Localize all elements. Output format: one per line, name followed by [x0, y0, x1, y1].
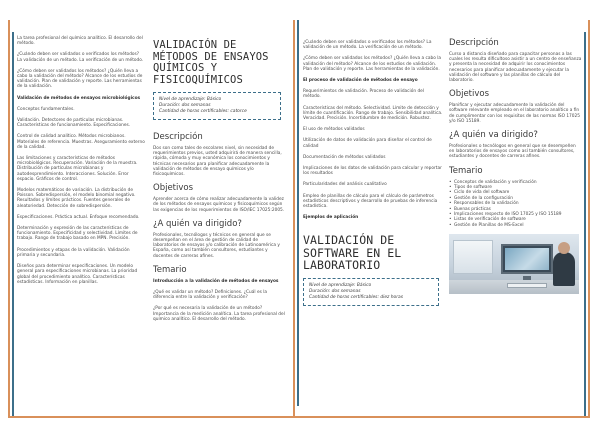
photo-monitor-screen [505, 248, 549, 270]
paragraph: Validación. Detectores de partículas microbianas. Características de funcionamiento. Especificaciones. [17, 118, 131, 129]
syllabus-item: • Tipos de software [449, 185, 582, 190]
description-text: Curso a distancia diseñado para capacitar personas a las cuales les resulta dificultoso asistir a un centro de enseñanza y presenta la necesidad de adquirir los conocimientos necesarios para planificar adecuadamente y ejecutar la validación del software y las planillas de cálculo del laboratorio. [449, 52, 582, 84]
paragraph: ¿Cuándo deben ser validados o verificados los métodos? La validación de un método. La verificación de un método. [303, 40, 432, 51]
syllabus-item: • Buenas prácticas [449, 207, 582, 212]
course-info-box [303, 278, 439, 306]
frame-line-orange-right [588, 20, 590, 418]
column-2 [153, 0, 285, 424]
paragraph: ¿Cómo deben ser validados los métodos? ¿Quién lleva a cabo la validación del método? Alcance de los estudios de validación. Plan de validación y reporte. Las herramientas de la validación. [303, 56, 442, 72]
certifiable-hours: Cantidad de horas certificables: catorce [159, 109, 247, 114]
description-text: Dos son como tales de escolares nivel, sin necesidad de requerimientos previos, usted adquirirá de manera sencilla, rápida, cómoda y muy económica los conocimientos y técnicas necesarios para planificar adecuadamente la validación de métodos de ensayo químicos y/o fisicoquímicos. [153, 146, 282, 178]
paragraph: ¿Cómo deben ser validados los métodos? ¿Quién lleva a cabo la validación del método? Alcance de los estudios de validación. Plan de validación y reporte. Las herramientas de la validación. [17, 68, 143, 90]
syllabus-item: • Implicaciones respecto de ISO 17025 y ISO 15189 [449, 212, 582, 217]
paragraph: Características del método. Selectividad. Límite de detección y límite de cuantificación. Rango de trabajo. Sensibilidad analítica. Veracidad. Precisión. Incertidumbre de medición. Robustez. [303, 105, 443, 122]
learning-level: Nivel de aprendizaje: Básico [159, 97, 222, 102]
paragraph: La tarea profesional del químico analítico. El desarrollo del método. [17, 36, 143, 47]
paragraph: Requerimientos de validación. Proceso de validación del método. [303, 89, 425, 100]
paragraph: Las limitaciones y características de métodos microbiológicos. Recuperación. Variación de la muestra. Distribución de partículas microbianas y autodesprendimiento. Interacciones. Solución. Error espacio. Gráficos de control. [17, 156, 138, 182]
audience-text: Profesionales o tecnólogos en general que se desempeñen en laboratorios de ensayos como así también consultores, estudiantes y docentes de carreras afines. [449, 144, 576, 160]
paragraph: Documentación de métodos validados [303, 154, 386, 160]
course-title-chemical-methods: VALIDACIÓN DE MÉTODOS DE ENSAYOS QUÍMICOS Y FISICOQUÍMICOS [153, 39, 269, 86]
frame-line-blue-left [12, 32, 14, 418]
learning-level: Nivel de aprendizaje: Básico [309, 282, 372, 288]
heading-description: Descripción [449, 38, 499, 48]
paragraph: Procedimientos y etapas de la validación. Validación primaria y secundaria. [17, 247, 130, 258]
laboratory-computer-photo [449, 234, 579, 294]
duration: Duración: dos semanas [159, 103, 211, 108]
heading-objectives: Objetivos [153, 183, 194, 194]
paragraph: Diseños para determinar especificaciones. Un modelo general para especificaciones microbianas. La prioridad global del procedimiento analítico. Características estadísticas. Información en planillas. [17, 264, 138, 285]
syllabus-item: ¿Qué es validar un método? Definiciones. ¿Cuál es la diferencia entre la validación y verificación? [153, 290, 268, 301]
paragraph: El uso de métodos validados [303, 127, 365, 133]
syllabus-item: • Gestión de la configuración [449, 196, 582, 201]
paragraph: Modelos matemáticos de variación. La distribución de Poisson. Sobredispersión, el modelo binomial negativo. Resultados y límites prácticos. Fuentes generales de aleatoriedad. Detección de sobredispersión. [17, 188, 136, 209]
frame-line-blue-center [297, 20, 299, 406]
section-subheading: Ejemplos de aplicación [303, 215, 359, 221]
syllabus-subheading: Introducción a la validación de métodos de ensayos [153, 278, 279, 284]
paragraph: Empleo de planillas de cálculo para el cálculo de parámetros estadísticos descriptivos y desarrollo de pruebas de inferencia estadística. [303, 193, 438, 210]
syllabus-item: • Responsables de la validación [449, 201, 582, 206]
course-title-software-validation: VALIDACIÓN DE SOFTWARE EN EL LABORATORIO [303, 233, 402, 273]
heading-syllabus: Temario [153, 264, 187, 275]
frame-line-orange-center [293, 20, 295, 418]
photo-person [553, 252, 575, 286]
column-4 [449, 0, 582, 424]
heading-syllabus: Temario [449, 165, 483, 176]
syllabus-item: • Conceptos de validación y verificación [449, 180, 582, 185]
frame-line-orange-left [8, 20, 10, 418]
paragraph: Particularidades del análisis cualitativo [303, 182, 387, 188]
syllabus-list [449, 180, 582, 229]
heading-audience: ¿A quién va dirigido? [153, 218, 242, 229]
photo-window [453, 240, 493, 274]
section-subheading: El proceso de validación de métodos de ensayo [303, 78, 418, 84]
syllabus-item: • Listas de verificación de software [449, 217, 582, 222]
paragraph: Control de calidad analítico. Métodos microbianos. Materiales de referencia. Muestras. Aseguramiento externo de la calidad. [17, 134, 145, 150]
paragraph: ¿Cuándo deben ser validados o verificados los métodos? La validación de un método. La verificación de un método. [17, 52, 144, 63]
syllabus-item: • Ciclo de vida del software [449, 190, 582, 195]
paragraph: Conceptos fundamentales. [17, 106, 75, 112]
course-info-box [153, 92, 281, 120]
objectives-text: Aprender acerca de cómo realizar adecuadamente la validez de los métodos de ensayos químicos y fisicoquímicos según las exigencias de los requerimientos de ISO/IEC 17025:2005. [153, 197, 285, 213]
paragraph: Utilización de datos de validación para diseñar el control de calidad [303, 138, 432, 149]
heading-objectives: Objetivos [449, 89, 490, 100]
paragraph: Especificaciones. Práctica actual. Enfoque recomendado. [17, 214, 140, 220]
heading-description: Descripción [153, 132, 203, 142]
syllabus-item: • Gestión de Planillas de MS-Excel [449, 223, 582, 228]
objectives-text: Planificar y ejecutar adecuadamente la validación del software relevante empleado en el laboratorio analítico a fin de cumplimentar con los requisitos de las normas ISO 17025 y/o ISO 15189. [449, 103, 580, 124]
column-1 [17, 0, 145, 424]
paragraph: Implicaciones de los datos de validación para calcular y reportar los resultados [303, 166, 442, 177]
heading-audience: ¿A quién va dirigido? [449, 130, 538, 141]
duration: Duración: dos semanas [309, 288, 361, 294]
syllabus-item: ¿Por qué es necesaria la validación de un método? Importancia de la medición analítica. La tarea profesional del químico analítico. El desarrollo del método. [153, 306, 285, 322]
column-3 [303, 0, 443, 424]
certifiable-hours: Cantidad de horas certificables: diez horas [309, 294, 404, 300]
audience-text: Profesionales, tecnólogos y técnicos en general que se desempeñan en el área de gestión de calidad de laboratorios de ensayos y/o calibración de Latinoamérica y España, como así también consultores, estudiantes y docentes de carreras afines. [153, 232, 280, 259]
section-subheading: Validación de métodos de ensayos microbiológicos [17, 95, 141, 101]
frame-line-blue-right [584, 32, 586, 418]
paragraph: Determinación y expresión de las características de funcionamiento. Especificidad y selectividad. Límites de trabajo. Rango de trabajo basado en MPN. Precisión. [17, 226, 138, 242]
photo-keyboard [507, 283, 547, 288]
